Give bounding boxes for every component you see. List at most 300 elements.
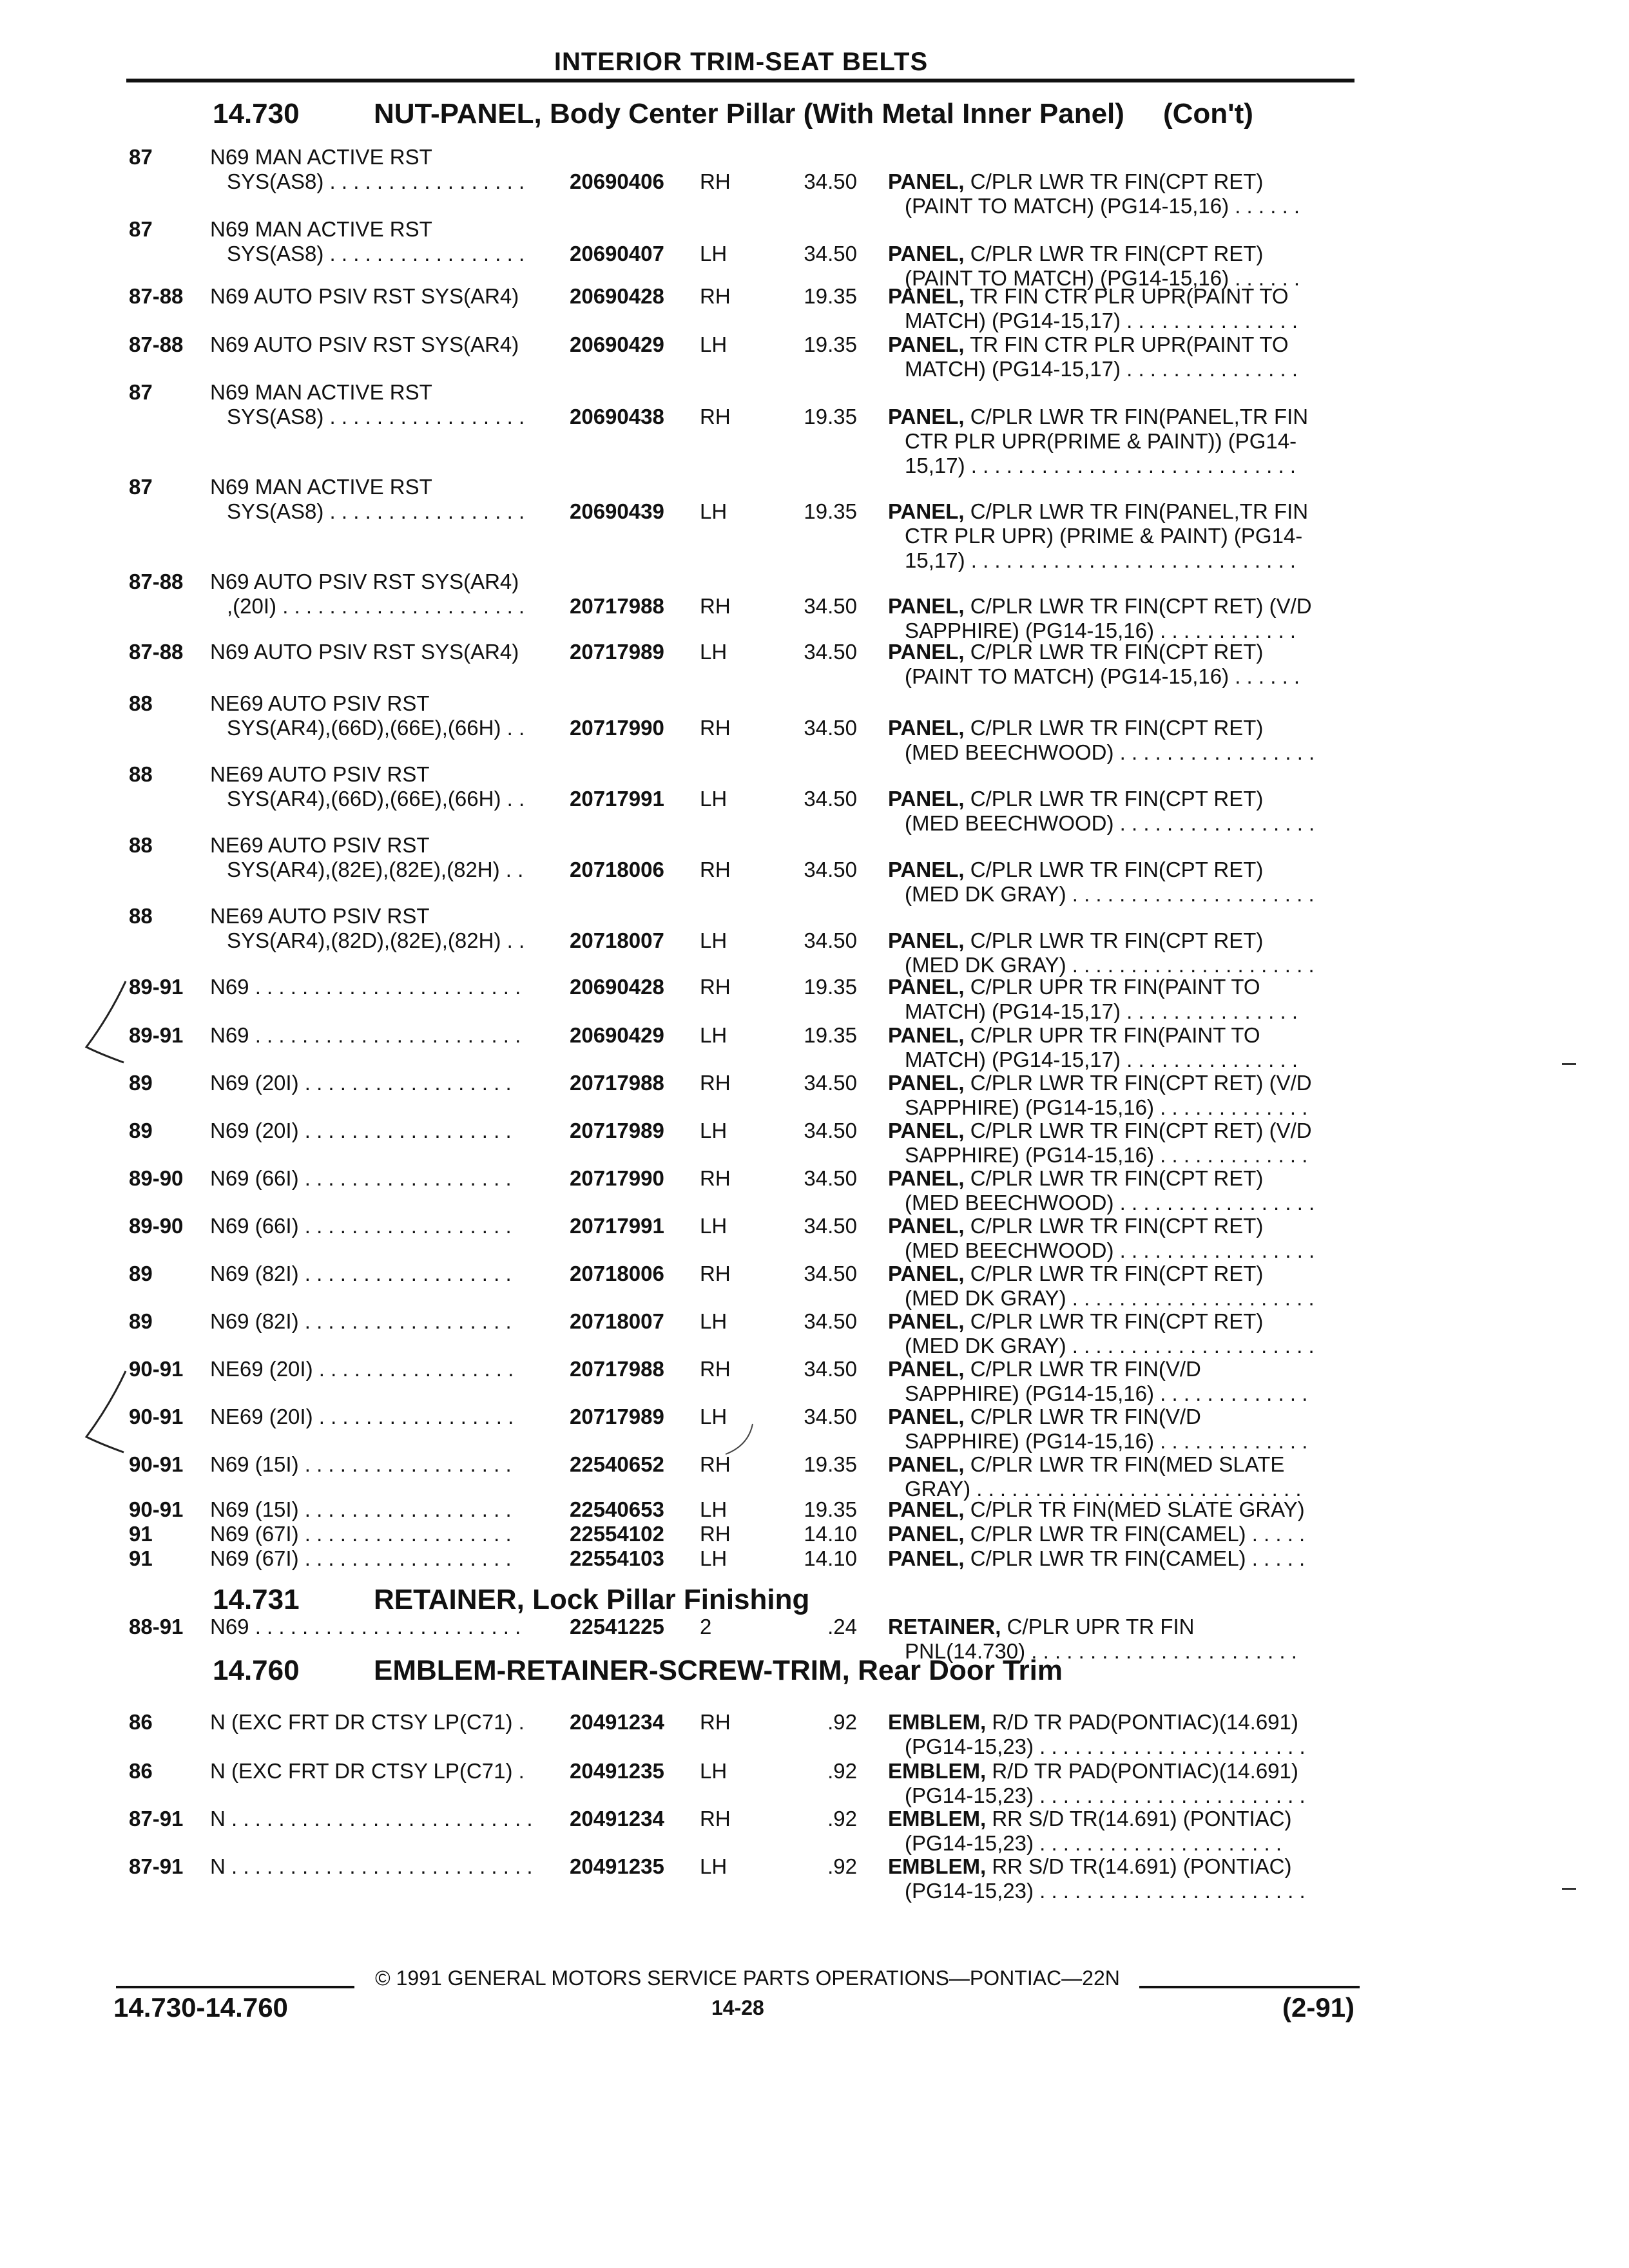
model-years: 87-88 xyxy=(129,570,184,593)
model-years: 90-91 xyxy=(129,1452,184,1476)
side-or-qty: RH xyxy=(700,594,731,618)
part-number: 20717989 xyxy=(570,1119,664,1142)
list-price: 34.50 xyxy=(804,1309,857,1333)
section-number: 14.730 xyxy=(213,98,300,130)
usage-description xyxy=(210,975,571,999)
list-price: 14.10 xyxy=(804,1546,857,1570)
desc-line: (PAINT TO MATCH) (PG14-15,16) . . . . . . xyxy=(905,266,1300,290)
side-or-qty: LH xyxy=(700,332,728,356)
part-description xyxy=(888,594,1358,643)
desc-line: PANEL, C/PLR LWR TR FIN(CPT RET) xyxy=(888,928,1264,952)
desc-line: MATCH) (PG14-15,17) . . . . . . . . . . . . . . . xyxy=(905,357,1298,381)
usage-description xyxy=(210,475,571,524)
list-price: .92 xyxy=(827,1759,857,1783)
side-or-qty: RH xyxy=(700,1452,731,1476)
usage-line: N (EXC FRT DR CTSY LP(C71) . xyxy=(210,1710,525,1734)
desc-line: CTR PLR UPR) (PRIME & PAINT) (PG14- xyxy=(905,524,1303,548)
part-number: 20717988 xyxy=(570,1071,664,1095)
part-description xyxy=(888,1214,1358,1263)
list-price: 34.50 xyxy=(804,1214,857,1238)
page-header: INTERIOR TRIM-SEAT BELTS xyxy=(554,48,929,76)
list-price: 34.50 xyxy=(804,594,857,618)
part-description xyxy=(888,169,1358,218)
usage-description xyxy=(210,1452,571,1477)
list-price: 34.50 xyxy=(804,787,857,811)
desc-line: (PG14-15,23) . . . . . . . . . . . . . . . . . . . . . xyxy=(905,1831,1282,1855)
desc-line: PNL(14.730) . . . . . . . . . . . . . . . . . . . . . . . xyxy=(905,1639,1297,1663)
desc-line: EMBLEM, R/D TR PAD(PONTIAC)(14.691) xyxy=(888,1759,1298,1783)
usage-description xyxy=(210,1166,571,1191)
section-heading xyxy=(213,1584,809,1616)
desc-line: PANEL, C/PLR LWR TR FIN(CPT RET) xyxy=(888,169,1264,193)
desc-line: (PAINT TO MATCH) (PG14-15,16) . . . . . . xyxy=(905,194,1300,218)
usage-line: SYS(AR4),(82E),(82E),(82H) . . xyxy=(227,858,524,881)
usage-line: NE69 AUTO PSIV RST xyxy=(210,904,430,928)
part-description xyxy=(888,1854,1358,1903)
side-or-qty: RH xyxy=(700,858,731,881)
list-price: 34.50 xyxy=(804,1262,857,1285)
desc-line: SAPPHIRE) (PG14-15,16) . . . . . . . . . . . . . xyxy=(905,1095,1308,1119)
handwritten-tick-mark xyxy=(720,1421,759,1459)
side-or-qty: RH xyxy=(700,1071,731,1095)
desc-line: PANEL, C/PLR LWR TR FIN(CPT RET) xyxy=(888,242,1264,265)
list-price: 34.50 xyxy=(804,1071,857,1095)
part-description xyxy=(888,1807,1358,1856)
side-or-qty: RH xyxy=(700,1166,731,1190)
list-price: 19.35 xyxy=(804,499,857,523)
section-heading xyxy=(213,98,1253,130)
side-or-qty: RH xyxy=(700,405,731,428)
model-years: 91 xyxy=(129,1546,153,1570)
list-price: 19.35 xyxy=(804,975,857,999)
usage-line: N69 . . . . . . . . . . . . . . . . . . . . . . . xyxy=(210,1615,521,1639)
model-years: 91 xyxy=(129,1522,153,1546)
part-description xyxy=(888,405,1358,478)
usage-description xyxy=(210,691,571,740)
desc-line: CTR PLR UPR(PRIME & PAINT)) (PG14- xyxy=(905,429,1297,453)
usage-description xyxy=(210,1262,571,1286)
desc-line: PANEL, C/PLR LWR TR FIN(CPT RET) xyxy=(888,716,1264,740)
model-years: 89-91 xyxy=(129,1023,184,1047)
list-price: 34.50 xyxy=(804,928,857,952)
usage-line: SYS(AR4),(82D),(82E),(82H) . . xyxy=(227,928,525,952)
usage-description xyxy=(210,145,571,194)
model-years: 87-88 xyxy=(129,640,184,664)
side-or-qty: RH xyxy=(700,1710,731,1734)
part-description xyxy=(888,1166,1358,1215)
desc-line: EMBLEM, RR S/D TR(14.691) (PONTIAC) xyxy=(888,1854,1292,1878)
usage-line: N69 (66I) . . . . . . . . . . . . . . . . . . xyxy=(210,1214,512,1238)
usage-line: SYS(AR4),(66D),(66E),(66H) . . xyxy=(227,787,525,811)
part-description xyxy=(888,640,1358,689)
model-years: 88-91 xyxy=(129,1615,184,1639)
list-price: 19.35 xyxy=(804,1452,857,1476)
desc-line: (PG14-15,23) . . . . . . . . . . . . . . . . . . . . . . . xyxy=(905,1879,1306,1903)
usage-description xyxy=(210,1807,571,1831)
desc-line: PANEL, C/PLR UPR TR FIN(PAINT TO xyxy=(888,1023,1260,1047)
desc-line: PANEL, C/PLR LWR TR FIN(CPT RET) xyxy=(888,1166,1264,1190)
list-price: 34.50 xyxy=(804,640,857,664)
part-number: 20718007 xyxy=(570,928,664,952)
part-number: 22540653 xyxy=(570,1497,664,1521)
section-title: RETAINER, Lock Pillar Finishing xyxy=(374,1584,810,1615)
section-number: 14.760 xyxy=(213,1655,300,1686)
desc-line: PANEL, C/PLR LWR TR FIN(PANEL,TR FIN xyxy=(888,405,1309,428)
desc-line: SAPPHIRE) (PG14-15,16) . . . . . . . . . . . . . xyxy=(905,1429,1308,1453)
part-description xyxy=(888,242,1358,291)
desc-line: PANEL, C/PLR LWR TR FIN(CPT RET) xyxy=(888,1262,1264,1285)
usage-line: N (EXC FRT DR CTSY LP(C71) . xyxy=(210,1759,525,1783)
usage-line: N69 MAN ACTIVE RST xyxy=(210,217,432,241)
usage-line: N69 AUTO PSIV RST SYS(AR4) xyxy=(210,284,519,308)
part-number: 20491235 xyxy=(570,1759,664,1783)
desc-line: 15,17) . . . . . . . . . . . . . . . . . . . . . . . . . . . . xyxy=(905,454,1296,477)
part-description xyxy=(888,1546,1358,1571)
usage-line: N69 MAN ACTIVE RST xyxy=(210,475,432,499)
list-price: .92 xyxy=(827,1710,857,1734)
usage-line: N69 (67I) . . . . . . . . . . . . . . . . . . xyxy=(210,1522,512,1546)
side-or-qty: LH xyxy=(700,1023,728,1047)
list-price: 34.50 xyxy=(804,242,857,265)
usage-line: NE69 AUTO PSIV RST xyxy=(210,691,430,715)
model-years: 89 xyxy=(129,1071,153,1095)
usage-description xyxy=(210,380,571,429)
usage-description xyxy=(210,1405,571,1429)
model-years: 86 xyxy=(129,1759,153,1783)
usage-line: N69 AUTO PSIV RST SYS(AR4) xyxy=(210,332,519,356)
usage-description xyxy=(210,1023,571,1048)
section-heading xyxy=(213,1655,1063,1687)
usage-description xyxy=(210,1854,571,1879)
part-number: 20717988 xyxy=(570,594,664,618)
handwritten-bracket-mark xyxy=(77,1366,135,1456)
usage-description xyxy=(210,640,571,664)
usage-line: SYS(AS8) . . . . . . . . . . . . . . . . . xyxy=(227,405,525,428)
model-years: 89-90 xyxy=(129,1166,184,1190)
part-description xyxy=(888,1262,1358,1311)
part-number: 20491234 xyxy=(570,1807,664,1831)
margin-dash xyxy=(1562,1063,1576,1065)
part-description xyxy=(888,858,1358,907)
desc-line: PANEL, C/PLR TR FIN(MED SLATE GRAY) xyxy=(888,1497,1305,1521)
usage-line: SYS(AS8) . . . . . . . . . . . . . . . . . xyxy=(227,169,525,193)
desc-line: RETAINER, C/PLR UPR TR FIN xyxy=(888,1615,1195,1639)
usage-description xyxy=(210,1615,571,1639)
desc-line: SAPPHIRE) (PG14-15,16) . . . . . . . . . . . . xyxy=(905,619,1296,642)
part-number: 20690428 xyxy=(570,284,664,308)
part-number: 20690428 xyxy=(570,975,664,999)
side-or-qty: RH xyxy=(700,1807,731,1831)
usage-line: N69 (82I) . . . . . . . . . . . . . . . . . . xyxy=(210,1262,512,1285)
model-years: 90-91 xyxy=(129,1405,184,1428)
list-price: 34.50 xyxy=(804,1166,857,1190)
list-price: .92 xyxy=(827,1807,857,1831)
model-years: 89 xyxy=(129,1262,153,1285)
model-years: 87-91 xyxy=(129,1854,184,1878)
model-years: 87 xyxy=(129,475,153,499)
usage-description xyxy=(210,1497,571,1522)
desc-line: EMBLEM, R/D TR PAD(PONTIAC)(14.691) xyxy=(888,1710,1298,1734)
desc-line: PANEL, TR FIN CTR PLR UPR(PAINT TO xyxy=(888,284,1289,308)
desc-line: 15,17) . . . . . . . . . . . . . . . . . . . . . . . . . . . . xyxy=(905,548,1296,572)
desc-line: PANEL, C/PLR LWR TR FIN(CPT RET) (V/D xyxy=(888,594,1312,618)
model-years: 88 xyxy=(129,904,153,928)
part-number: 20690407 xyxy=(570,242,664,265)
part-number: 20718006 xyxy=(570,1262,664,1285)
model-years: 89 xyxy=(129,1309,153,1333)
part-description xyxy=(888,1357,1358,1406)
part-number: 20690429 xyxy=(570,1023,664,1047)
model-years: 89 xyxy=(129,1119,153,1142)
usage-description xyxy=(210,570,571,619)
side-or-qty: LH xyxy=(700,499,728,523)
usage-description xyxy=(210,833,571,882)
desc-line: PANEL, C/PLR LWR TR FIN(V/D xyxy=(888,1405,1201,1428)
usage-line: N69 MAN ACTIVE RST xyxy=(210,380,432,404)
usage-line: NE69 (20I) . . . . . . . . . . . . . . . . . xyxy=(210,1357,514,1381)
revision-date: (2-91) xyxy=(1282,1992,1355,2023)
part-description xyxy=(888,1759,1358,1808)
usage-line: N69 . . . . . . . . . . . . . . . . . . . . . . . xyxy=(210,1023,521,1047)
part-description xyxy=(888,928,1358,977)
usage-description xyxy=(210,1522,571,1546)
part-description xyxy=(888,1710,1358,1759)
part-number: 20717991 xyxy=(570,787,664,811)
side-or-qty: LH xyxy=(700,1309,728,1333)
side-or-qty: LH xyxy=(700,1546,728,1570)
usage-description xyxy=(210,1309,571,1334)
list-price: 19.35 xyxy=(804,405,857,428)
part-number: 20717990 xyxy=(570,716,664,740)
desc-line: PANEL, C/PLR UPR TR FIN(PAINT TO xyxy=(888,975,1260,999)
part-number: 22541225 xyxy=(570,1615,664,1639)
part-number: 20690406 xyxy=(570,169,664,193)
part-description xyxy=(888,787,1358,836)
desc-line: SAPPHIRE) (PG14-15,16) . . . . . . . . . . . . . xyxy=(905,1381,1308,1405)
model-years: 87 xyxy=(129,217,153,241)
usage-line: N69 (20I) . . . . . . . . . . . . . . . . . . xyxy=(210,1119,512,1142)
desc-line: (PAINT TO MATCH) (PG14-15,16) . . . . . . xyxy=(905,664,1300,688)
side-or-qty: LH xyxy=(700,1854,728,1878)
desc-line: GRAY) . . . . . . . . . . . . . . . . . . . . . . . . . . . . xyxy=(905,1477,1302,1501)
desc-line: PANEL, C/PLR LWR TR FIN(CPT RET) (V/D xyxy=(888,1119,1312,1142)
usage-line: N69 (66I) . . . . . . . . . . . . . . . . . . xyxy=(210,1166,512,1190)
model-years: 87-91 xyxy=(129,1807,184,1831)
list-price: 19.35 xyxy=(804,1497,857,1521)
model-years: 87 xyxy=(129,145,153,169)
section-number: 14.731 xyxy=(213,1584,300,1615)
list-price: 34.50 xyxy=(804,858,857,881)
part-description xyxy=(888,332,1358,381)
part-number: 20717988 xyxy=(570,1357,664,1381)
part-description xyxy=(888,1497,1358,1522)
usage-line: N69 . . . . . . . . . . . . . . . . . . . . . . . xyxy=(210,975,521,999)
part-number: 20718006 xyxy=(570,858,664,881)
usage-line: SYS(AS8) . . . . . . . . . . . . . . . . . xyxy=(227,499,525,523)
side-or-qty: RH xyxy=(700,1522,731,1546)
usage-line: NE69 AUTO PSIV RST xyxy=(210,833,430,857)
part-number: 22554102 xyxy=(570,1522,664,1546)
usage-line: SYS(AS8) . . . . . . . . . . . . . . . . . xyxy=(227,242,525,265)
model-years: 87-88 xyxy=(129,284,184,308)
part-description xyxy=(888,1023,1358,1072)
margin-dash xyxy=(1562,1888,1576,1890)
part-number: 20717991 xyxy=(570,1214,664,1238)
desc-line: EMBLEM, RR S/D TR(14.691) (PONTIAC) xyxy=(888,1807,1292,1831)
side-or-qty: RH xyxy=(700,1357,731,1381)
side-or-qty: RH xyxy=(700,284,731,308)
usage-line: NE69 (20I) . . . . . . . . . . . . . . . . . xyxy=(210,1405,514,1428)
desc-line: PANEL, C/PLR LWR TR FIN(V/D xyxy=(888,1357,1201,1381)
desc-line: PANEL, C/PLR LWR TR FIN(CAMEL) . . . . . xyxy=(888,1546,1306,1570)
side-or-qty: RH xyxy=(700,716,731,740)
part-description xyxy=(888,499,1358,573)
usage-description xyxy=(210,1071,571,1095)
section-range: 14.730-14.760 xyxy=(113,1992,288,2023)
usage-line: N . . . . . . . . . . . . . . . . . . . . . . . . . . xyxy=(210,1854,533,1878)
section-title: NUT-PANEL, Body Center Pillar (With Metal Inner Panel) xyxy=(374,98,1124,130)
part-number: 20690439 xyxy=(570,499,664,523)
side-or-qty: RH xyxy=(700,1262,731,1285)
list-price: 34.50 xyxy=(804,169,857,193)
usage-description xyxy=(210,1759,571,1783)
side-or-qty: LH xyxy=(700,1119,728,1142)
desc-line: PANEL, C/PLR LWR TR FIN(CPT RET) xyxy=(888,787,1264,811)
model-years: 89-91 xyxy=(129,975,184,999)
part-description xyxy=(888,1309,1358,1358)
handwritten-bracket-mark xyxy=(77,976,135,1066)
desc-line: (MED DK GRAY) . . . . . . . . . . . . . . . . . . . . . xyxy=(905,1334,1315,1358)
desc-line: PANEL, TR FIN CTR PLR UPR(PAINT TO xyxy=(888,332,1289,356)
usage-description xyxy=(210,1119,571,1143)
list-price: 34.50 xyxy=(804,1357,857,1381)
part-number: 20491234 xyxy=(570,1710,664,1734)
list-price: 34.50 xyxy=(804,716,857,740)
usage-line: N69 (15I) . . . . . . . . . . . . . . . . . . xyxy=(210,1497,512,1521)
usage-description xyxy=(210,762,571,811)
usage-description xyxy=(210,1710,571,1735)
side-or-qty: LH xyxy=(700,1759,728,1783)
copyright-notice: © 1991 GENERAL MOTORS SERVICE PARTS OPERATIONS—PONTIAC—22N xyxy=(375,1966,1120,1990)
side-or-qty: LH xyxy=(700,242,728,265)
list-price: .92 xyxy=(827,1854,857,1878)
part-description xyxy=(888,716,1358,765)
usage-description xyxy=(210,1214,571,1238)
footer-rule-left xyxy=(116,1986,354,1988)
usage-line: N69 (20I) . . . . . . . . . . . . . . . . . . xyxy=(210,1071,512,1095)
side-or-qty: LH xyxy=(700,1405,728,1428)
list-price: 19.35 xyxy=(804,284,857,308)
model-years: 88 xyxy=(129,833,153,857)
part-number: 20717989 xyxy=(570,1405,664,1428)
desc-line: PANEL, C/PLR LWR TR FIN(CPT RET) xyxy=(888,1309,1264,1333)
list-price: 34.50 xyxy=(804,1405,857,1428)
desc-line: (MED BEECHWOOD) . . . . . . . . . . . . . . . . . xyxy=(905,1238,1315,1262)
usage-line: SYS(AR4),(66D),(66E),(66H) . . xyxy=(227,716,525,740)
side-or-qty: LH xyxy=(700,928,728,952)
desc-line: PANEL, C/PLR LWR TR FIN(CPT RET) (V/D xyxy=(888,1071,1312,1095)
page-number: 14-28 xyxy=(711,1996,764,2019)
model-years: 86 xyxy=(129,1710,153,1734)
desc-line: PANEL, C/PLR LWR TR FIN(MED SLATE xyxy=(888,1452,1285,1476)
desc-line: (MED DK GRAY) . . . . . . . . . . . . . . . . . . . . . xyxy=(905,953,1315,977)
part-number: 20690429 xyxy=(570,332,664,356)
model-years: 90-91 xyxy=(129,1357,184,1381)
part-number: 22540652 xyxy=(570,1452,664,1476)
desc-line: (MED BEECHWOOD) . . . . . . . . . . . . . . . . . xyxy=(905,740,1315,764)
usage-line: N69 MAN ACTIVE RST xyxy=(210,145,432,169)
part-number: 22554103 xyxy=(570,1546,664,1570)
list-price: 34.50 xyxy=(804,1119,857,1142)
header-rule xyxy=(126,79,1354,82)
part-number: 20717990 xyxy=(570,1166,664,1190)
desc-line: (PG14-15,23) . . . . . . . . . . . . . . . . . . . . . . . xyxy=(905,1783,1306,1807)
desc-line: MATCH) (PG14-15,17) . . . . . . . . . . . . . . . xyxy=(905,1048,1298,1072)
usage-description xyxy=(210,284,571,309)
desc-line: (MED DK GRAY) . . . . . . . . . . . . . . . . . . . . . xyxy=(905,882,1315,906)
usage-line: N69 (67I) . . . . . . . . . . . . . . . . . . xyxy=(210,1546,512,1570)
section-continued: (Con't) xyxy=(1162,98,1253,130)
side-or-qty: LH xyxy=(700,787,728,811)
part-description xyxy=(888,1405,1358,1454)
usage-line: N69 AUTO PSIV RST SYS(AR4) xyxy=(210,640,519,664)
usage-description xyxy=(210,1357,571,1381)
part-description xyxy=(888,284,1358,333)
usage-description xyxy=(210,1546,571,1571)
desc-line: MATCH) (PG14-15,17) . . . . . . . . . . . . . . . xyxy=(905,309,1298,332)
side-or-qty: RH xyxy=(700,169,731,193)
part-description xyxy=(888,1522,1358,1546)
model-years: 90-91 xyxy=(129,1497,184,1521)
part-number: 20717989 xyxy=(570,640,664,664)
desc-line: (PG14-15,23) . . . . . . . . . . . . . . . . . . . . . . . xyxy=(905,1735,1306,1758)
part-number: 20718007 xyxy=(570,1309,664,1333)
part-number: 20491235 xyxy=(570,1854,664,1878)
usage-line: ,(20I) . . . . . . . . . . . . . . . . . . . . . xyxy=(227,594,525,618)
part-description xyxy=(888,1452,1358,1501)
model-years: 88 xyxy=(129,691,153,715)
list-price: .24 xyxy=(827,1615,857,1639)
part-description xyxy=(888,1071,1358,1120)
usage-line: N69 (15I) . . . . . . . . . . . . . . . . . . xyxy=(210,1452,512,1476)
usage-description xyxy=(210,217,571,266)
section-title: EMBLEM-RETAINER-SCREW-TRIM, Rear Door Trim xyxy=(374,1655,1063,1686)
desc-line: (MED BEECHWOOD) . . . . . . . . . . . . . . . . . xyxy=(905,811,1315,835)
side-or-qty: 2 xyxy=(700,1615,712,1639)
usage-description xyxy=(210,904,571,953)
desc-line: PANEL, C/PLR LWR TR FIN(PANEL,TR FIN xyxy=(888,499,1309,523)
desc-line: PANEL, C/PLR LWR TR FIN(CPT RET) xyxy=(888,1214,1264,1238)
model-years: 89-90 xyxy=(129,1214,184,1238)
footer-rule-right xyxy=(1139,1986,1360,1988)
desc-line: (MED BEECHWOOD) . . . . . . . . . . . . . . . . . xyxy=(905,1191,1315,1215)
desc-line: MATCH) (PG14-15,17) . . . . . . . . . . . . . . . xyxy=(905,999,1298,1023)
desc-line: SAPPHIRE) (PG14-15,16) . . . . . . . . . . . . . xyxy=(905,1143,1308,1167)
side-or-qty: LH xyxy=(700,1497,728,1521)
usage-line: N69 AUTO PSIV RST SYS(AR4) xyxy=(210,570,519,593)
desc-line: (MED DK GRAY) . . . . . . . . . . . . . . . . . . . . . xyxy=(905,1286,1315,1310)
side-or-qty: RH xyxy=(700,975,731,999)
list-price: 19.35 xyxy=(804,1023,857,1047)
desc-line: PANEL, C/PLR LWR TR FIN(CPT RET) xyxy=(888,640,1264,664)
list-price: 14.10 xyxy=(804,1522,857,1546)
usage-line: N . . . . . . . . . . . . . . . . . . . . . . . . . . xyxy=(210,1807,533,1831)
desc-line: PANEL, C/PLR LWR TR FIN(CPT RET) xyxy=(888,858,1264,881)
part-description xyxy=(888,1119,1358,1168)
model-years: 88 xyxy=(129,762,153,786)
usage-description xyxy=(210,332,571,357)
list-price: 19.35 xyxy=(804,332,857,356)
